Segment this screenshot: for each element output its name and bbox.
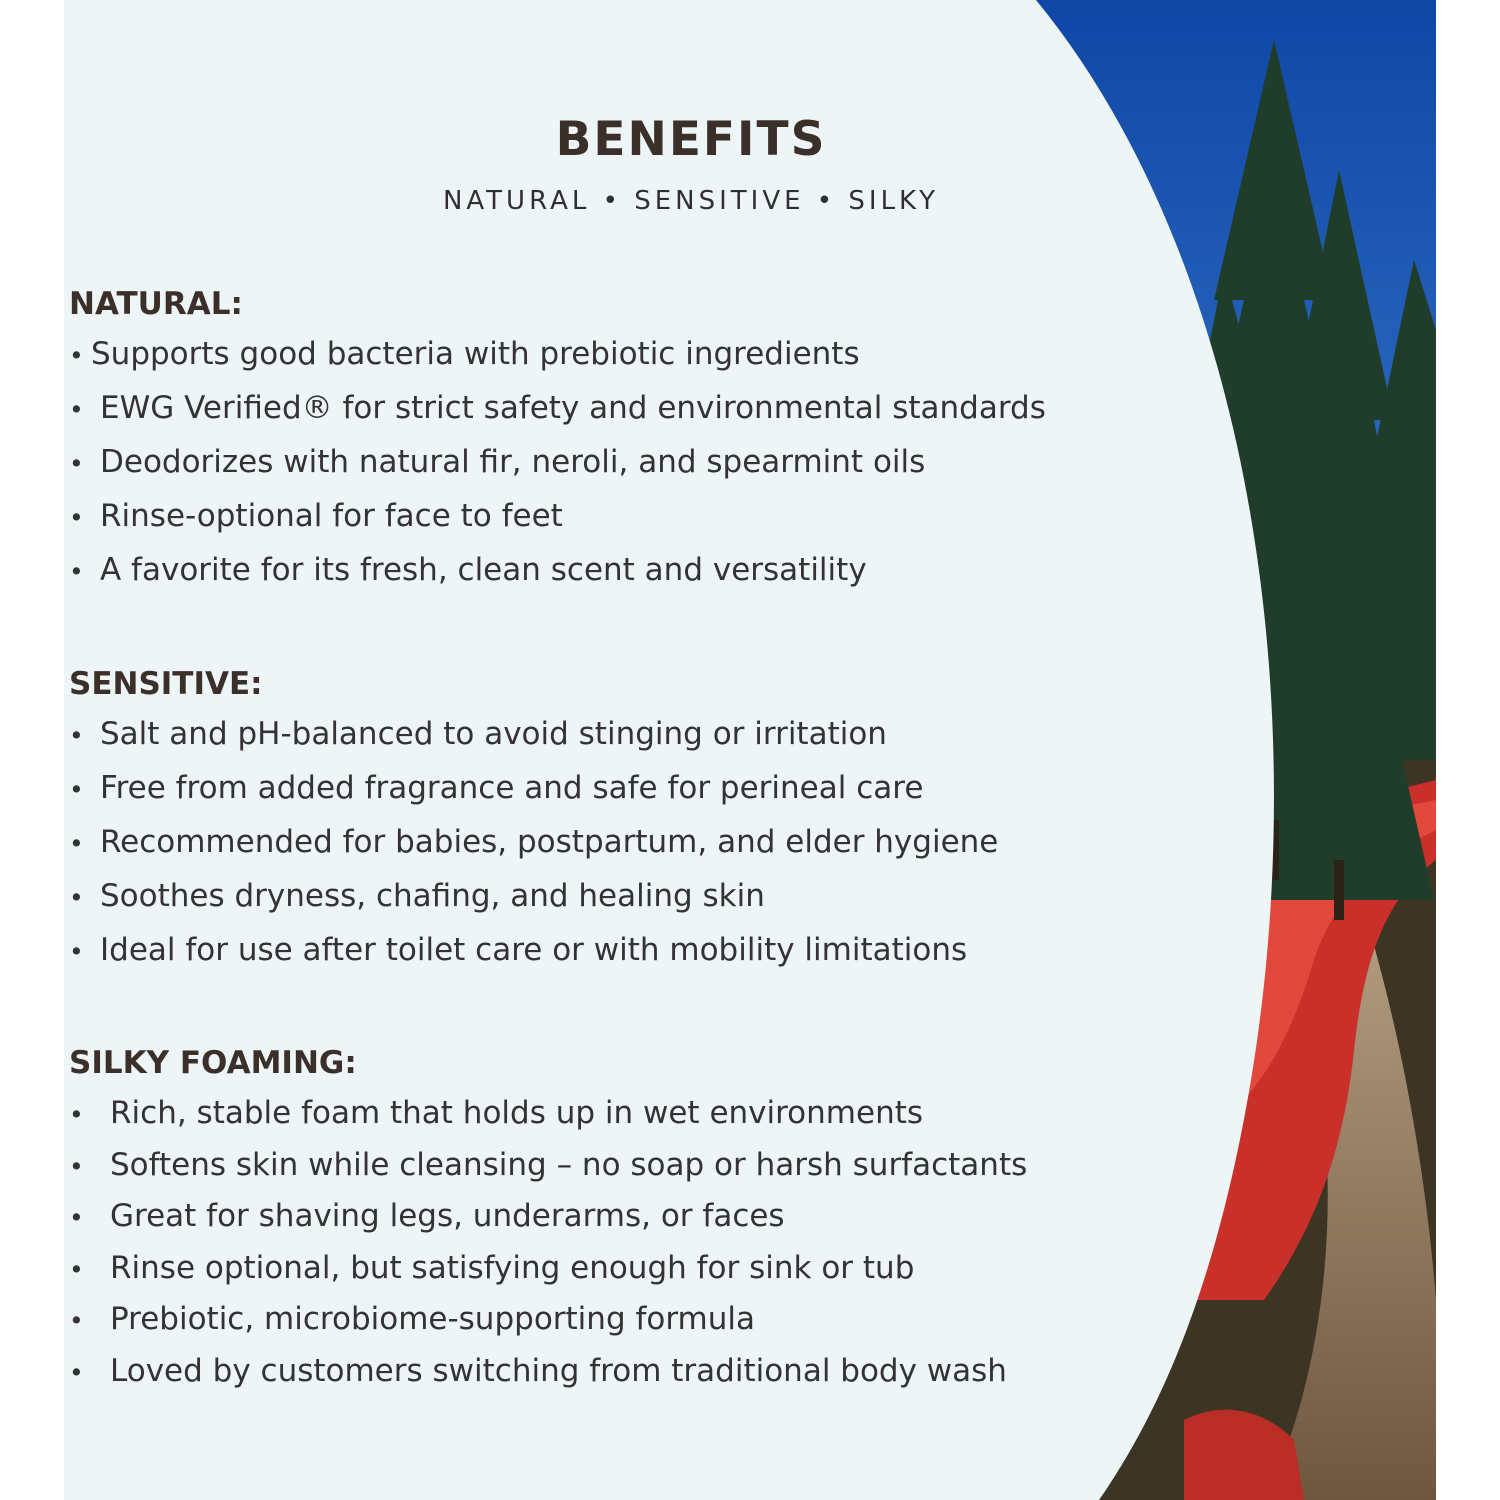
section-silky-foaming — [69, 1043, 1189, 1404]
list-item-text: Supports good bacteria with prebiotic ingredients — [91, 336, 860, 372]
list-item — [69, 1353, 1189, 1405]
list-item-text: EWG Verified® for strict safety and environmental standards — [100, 390, 1046, 426]
list-item — [69, 878, 1189, 932]
bullet-list — [69, 716, 1189, 986]
list-item-text: Prebiotic, microbiome-supporting formula — [110, 1301, 756, 1337]
bullet-icon: • — [69, 449, 84, 478]
list-item-text: Great for shaving legs, underarms, or faces — [110, 1198, 785, 1234]
list-item — [69, 1250, 1189, 1302]
product-benefits-graphic — [64, 0, 1436, 1500]
list-item — [69, 498, 1189, 552]
list-item-text: Loved by customers switching from traditional body wash — [110, 1352, 1007, 1389]
list-item-text: Salt and pH-balanced to avoid stinging or irritation — [100, 716, 887, 752]
bullet-icon: • — [69, 503, 84, 532]
bullet-icon: • — [69, 1254, 84, 1284]
list-item-text: Free from added fragrance and safe for perineal care — [100, 770, 924, 806]
bullet-icon: • — [69, 1203, 84, 1232]
list-item — [69, 552, 1189, 606]
list-item-text: Ideal for use after toilet care or with mobility limitations — [100, 932, 968, 968]
list-item — [69, 932, 1189, 986]
list-item-text: Soothes dryness, chafing, and healing skin — [100, 878, 765, 914]
list-item-text: Rich, stable foam that holds up in wet environments — [110, 1095, 924, 1131]
list-item — [69, 1198, 1189, 1250]
bullet-icon: • — [69, 775, 84, 804]
list-item-text: Softens skin while cleansing – no soap or harsh surfactants — [110, 1146, 1028, 1183]
list-item-text: Rinse-optional for face to feet — [100, 498, 563, 534]
list-item-text: Deodorizes with natural fir, neroli, and spearmint oils — [100, 444, 926, 480]
bullet-icon: • — [69, 341, 84, 370]
bullet-icon: • — [69, 721, 84, 750]
list-item — [69, 390, 1189, 444]
bullet-icon: • — [69, 557, 84, 586]
section-heading: SENSITIVE: — [69, 666, 263, 702]
section-sensitive — [69, 664, 1189, 986]
list-item — [69, 1095, 1189, 1147]
bullet-icon: • — [69, 883, 84, 912]
bullet-icon: • — [69, 1306, 84, 1335]
section-heading: SILKY FOAMING: — [69, 1045, 357, 1081]
list-item — [69, 1301, 1189, 1353]
list-item — [69, 444, 1189, 498]
list-item — [69, 336, 1189, 390]
list-item — [69, 716, 1189, 770]
bullet-icon: • — [69, 1151, 84, 1181]
page-title: BENEFITS — [555, 112, 827, 167]
bullet-icon: • — [69, 829, 84, 858]
bullet-icon: • — [69, 937, 84, 966]
list-item — [69, 770, 1189, 824]
section-natural — [69, 284, 1189, 606]
bullet-icon: • — [69, 1357, 84, 1387]
bullet-list — [69, 336, 1189, 606]
bullet-icon: • — [69, 395, 84, 424]
list-item — [69, 824, 1189, 878]
list-item — [69, 1147, 1189, 1199]
bullet-list — [69, 1095, 1189, 1404]
list-item-text: A favorite for its fresh, clean scent and versatility — [100, 552, 867, 588]
list-item-text: Recommended for babies, postpartum, and elder hygiene — [100, 824, 999, 860]
section-heading: NATURAL: — [69, 286, 243, 322]
list-item-text: Rinse optional, but satisfying enough for sink or tub — [110, 1249, 915, 1286]
bullet-icon: • — [69, 1100, 84, 1129]
page-subtitle: NATURAL • SENSITIVE • SILKY — [442, 186, 940, 216]
